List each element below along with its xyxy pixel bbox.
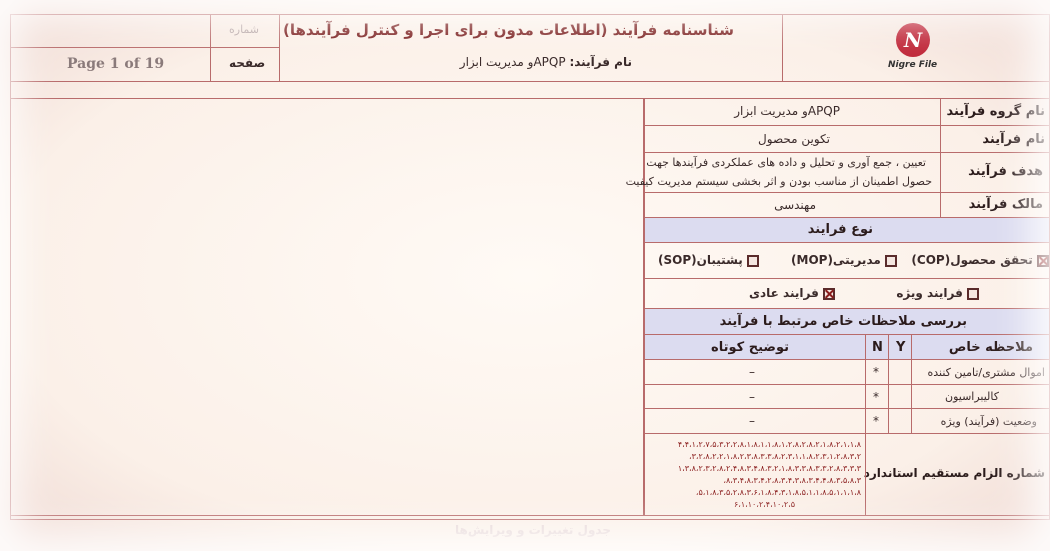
page-label-cell	[210, 47, 280, 82]
process-type-header	[644, 217, 1050, 243]
standard-values-cell	[644, 433, 866, 516]
owner-label: مالک فرآیند	[968, 197, 1043, 212]
standard-label: شماره الزام مستقیم استاندارد	[863, 466, 1045, 480]
process-name-value: APQPو مدیریت ابزار	[459, 55, 566, 69]
footer-text: جدول تغییرات و ویرایش‌ها	[455, 523, 611, 537]
remark-row-3-desc	[644, 408, 866, 434]
remark-row-2-n	[865, 384, 889, 409]
type-option-sop-label: پشتیبان(SOP)	[658, 253, 743, 267]
notes-area	[10, 98, 644, 516]
goal-line-1: تعیین ، جمع آوری و تحلیل و داده های عملکردی فرآیندها جهت	[646, 156, 926, 169]
remark-row-1-desc-text: –	[749, 365, 755, 379]
standard-label-cell	[865, 433, 1050, 516]
goal-label: هدف فرآیند	[968, 164, 1043, 179]
type-option-mop	[791, 253, 897, 267]
info-value-owner	[644, 192, 941, 218]
standard-line-6: ۶،۱،۱۰،۲،۴،۱۰،۲،۵	[733, 500, 795, 509]
remark-row-1-n	[865, 359, 889, 385]
process-type-title: نوع فرایند	[807, 222, 873, 237]
logo-icon	[896, 23, 930, 57]
logo-cell	[782, 14, 1050, 82]
goal-line-2: حصول اطمینان از مناسب بودن و اثر بخشی سیستم مدیریت کیفیت	[625, 175, 932, 188]
owner-value: مهندسی	[774, 198, 816, 212]
checkbox-cop-checked[interactable]	[1037, 255, 1049, 267]
checkbox-sop[interactable]	[747, 255, 759, 267]
info-value-goal	[625, 152, 941, 193]
type-option-special-label: فرایند ویژه	[896, 286, 963, 300]
remark-row-1-name	[911, 359, 1050, 385]
col-y-label: Y	[896, 340, 906, 355]
type-option-normal-label: فرایند عادی	[749, 286, 819, 300]
checkbox-mop[interactable]	[885, 255, 897, 267]
checkbox-normal-checked[interactable]	[823, 288, 835, 300]
checkbox-special[interactable]	[967, 288, 979, 300]
process-type-row-2	[644, 278, 1050, 309]
remark-row-2-n-mark: *	[873, 390, 879, 404]
remark-row-3-n-mark: *	[873, 414, 879, 428]
group-name-value: APQPو مدیریت ابزار	[734, 104, 840, 118]
type-option-cop	[911, 253, 1049, 267]
remark-row-3-n	[865, 408, 889, 434]
number-label-cell	[210, 14, 280, 48]
process-name-line	[460, 55, 632, 69]
remarks-title: بررسی ملاحظات خاص مرتبط با فرآیند	[719, 314, 967, 329]
remark-row-1-label: اموال مشتری/تامین کننده	[927, 366, 1045, 379]
type-option-sop	[658, 253, 759, 267]
info-label-owner	[940, 192, 1050, 218]
process-name-row-label: نام فرآیند	[982, 132, 1045, 147]
process-name-label: نام فرآیند:	[569, 55, 632, 69]
standard-line-1: ۴،۴،۱،۲،۷،۵،۳،۲،۲،۸،۱،۸،۱،۱،۸،۱،۲،۸،۲،۸،۲،۱،۸،۲،۱،۱،۸	[677, 440, 861, 449]
remark-row-2-label: کالیبراسیون	[944, 390, 999, 403]
standard-line-3: ۱،۳،۸،۲،۳،۲،۸،۲،۴،۸،۳،۴،۸،۳،۲،۱،۸،۳،۳،۸،۳،۳،۲،۸،۳،۳،۳	[677, 464, 861, 473]
col-n-label: N	[872, 340, 883, 355]
type-option-normal	[749, 286, 835, 300]
remark-row-2-desc-text: –	[749, 390, 755, 404]
info-label-goal	[940, 152, 1050, 193]
remark-row-2-desc	[644, 384, 866, 409]
page-number: Page 1 of 19	[67, 56, 165, 72]
remark-row-2-name	[911, 384, 1050, 409]
col-remark-label: ملاحظه خاص	[948, 340, 1033, 355]
standard-line-5: ۵،۱،۸،۳،۵،۲،۸،۳،۶،۱،۸،۴،۳،۱،۸،۵،۱،۱،۸،۵،۱،۱،۱،۸،	[695, 488, 861, 497]
page-label: صفحه	[229, 56, 266, 70]
remark-row-2-y	[888, 384, 912, 409]
logo-letter: N	[903, 28, 923, 52]
remark-row-3-label: وضعیت (فرآیند) ویژه	[940, 415, 1037, 428]
remarks-col-desc	[644, 334, 866, 360]
remarks-col-n	[865, 334, 889, 360]
remark-row-1-y	[888, 359, 912, 385]
group-name-label: نام گروه فرآیند	[946, 104, 1045, 119]
remarks-col-remark	[911, 334, 1050, 360]
remarks-col-y	[888, 334, 912, 360]
number-value-cell	[10, 14, 211, 48]
col-desc-label: توضیح کوتاه	[711, 340, 789, 355]
remark-row-1-desc	[644, 359, 866, 385]
info-value-process	[644, 125, 941, 153]
remark-row-3-name	[911, 408, 1050, 434]
standard-line-2: ۳،۲،۸،۲،۲،۱،۸،۲،۳،۸،۳،۳،۸،۲،۳،۱،۱،۸،۲،۳،۱،۲،۸،۳،۲،	[689, 452, 861, 461]
info-label-process	[940, 125, 1050, 153]
type-option-special	[896, 286, 979, 300]
remark-row-3-y	[888, 408, 912, 434]
remark-row-1-n-mark: *	[873, 365, 879, 379]
process-type-row-1	[644, 242, 1050, 279]
info-label-group	[940, 98, 1050, 126]
remark-row-3-desc-text: –	[749, 414, 755, 428]
process-name-row-value: تکوین محصول	[758, 132, 830, 146]
type-option-cop-label: تحقق محصول(COP)	[911, 253, 1033, 267]
logo-text: Nigre File	[888, 60, 938, 70]
document-title: شناسنامه فرآیند (اطلاعات مدون برای اجرا و کنترل فرآیندها)	[283, 21, 734, 39]
number-label: شماره	[229, 23, 260, 36]
info-value-group	[644, 98, 941, 126]
title-cell	[279, 14, 783, 82]
remarks-header	[644, 308, 1050, 335]
standard-line-4: ۸،۳،۴،۸،۳،۴،۲،۸،۳،۴،۳،۸،۳،۴،۴،۸،۳،۵،۸،۳،	[723, 476, 861, 485]
page-value-cell	[10, 47, 211, 82]
type-option-mop-label: مدیریتی(MOP)	[791, 253, 881, 267]
